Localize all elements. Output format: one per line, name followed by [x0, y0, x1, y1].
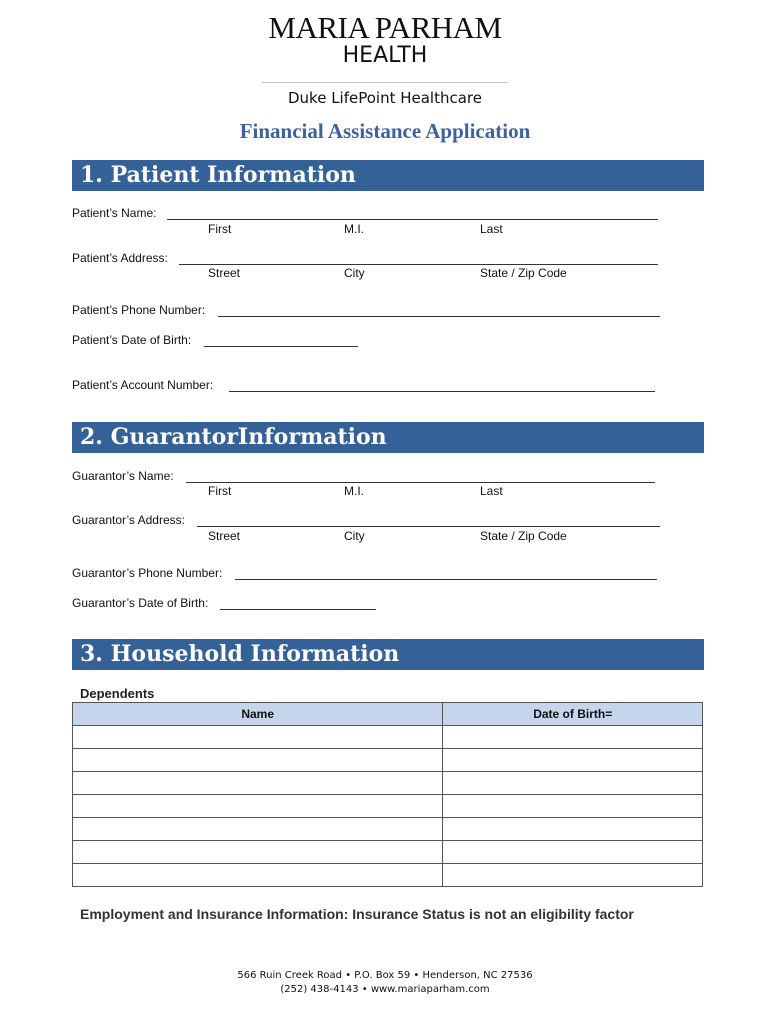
column-header-name: Name: [73, 703, 443, 726]
patient-name-mi-caption: M.I.: [344, 222, 364, 236]
logo-text-secondary: HEALTH: [342, 43, 428, 68]
section-header-household: 3. Household Information: [72, 639, 704, 670]
dependent-dob-cell[interactable]: [443, 795, 703, 818]
footer-address: 566 Ruin Creek Road • P.O. Box 59 • Henderson, NC 27536: [237, 970, 533, 981]
guarantor-name-label: Guarantor’s Name:: [72, 469, 174, 483]
patient-name-last-caption: Last: [480, 222, 503, 236]
dependent-dob-cell[interactable]: [443, 749, 703, 772]
document-title: Financial Assistance Application: [239, 119, 531, 143]
patient-name-field[interactable]: [167, 219, 658, 220]
guarantor-address-state-zip-caption: State / Zip Code: [480, 529, 567, 543]
dependent-dob-cell[interactable]: [443, 726, 703, 749]
guarantor-address-field[interactable]: [197, 526, 660, 527]
patient-account-label: Patient’s Account Number:: [72, 378, 214, 392]
guarantor-address-street-caption: Street: [208, 529, 241, 543]
table-row: [73, 772, 703, 795]
patient-address-label: Patient’s Address:: [72, 251, 168, 265]
guarantor-name-first-caption: First: [208, 484, 232, 498]
table-row: [73, 749, 703, 772]
dependent-dob-cell[interactable]: [443, 772, 703, 795]
patient-name-label: Patient’s Name:: [72, 206, 157, 220]
guarantor-phone-field[interactable]: [235, 579, 657, 580]
dependent-name-cell[interactable]: [73, 864, 443, 887]
dependent-name-cell[interactable]: [73, 818, 443, 841]
guarantor-dob-field[interactable]: [220, 609, 376, 610]
patient-phone-label: Patient’s Phone Number:: [72, 303, 206, 317]
logo-text-primary: MARIA PARHAM: [268, 10, 502, 45]
patient-address-street-caption: Street: [208, 266, 241, 280]
dependent-name-cell[interactable]: [73, 795, 443, 818]
dependents-label: Dependents: [80, 686, 155, 701]
patient-phone-field[interactable]: [218, 316, 660, 317]
table-row: [73, 841, 703, 864]
logo-affiliation: Duke LifePoint Healthcare: [287, 89, 482, 107]
guarantor-address-label: Guarantor’s Address:: [72, 513, 185, 527]
section-header-guarantor: 2. GuarantorInformation: [72, 422, 704, 453]
column-header-dob: Date of Birth=: [443, 703, 703, 726]
table-row: [73, 864, 703, 887]
patient-dob-field[interactable]: [204, 346, 358, 347]
section-header-patient: 1. Patient Information: [72, 160, 704, 191]
table-row: [73, 795, 703, 818]
table-row: [73, 726, 703, 749]
dependent-name-cell[interactable]: [73, 772, 443, 795]
organization-logo: [0, 12, 770, 68]
dependent-dob-cell[interactable]: [443, 864, 703, 887]
logo-divider: [262, 82, 508, 83]
guarantor-address-city-caption: City: [344, 529, 365, 543]
guarantor-name-last-caption: Last: [480, 484, 503, 498]
patient-dob-label: Patient’s Date of Birth:: [72, 333, 192, 347]
patient-address-state-zip-caption: State / Zip Code: [480, 266, 567, 280]
patient-address-city-caption: City: [344, 266, 365, 280]
table-row: [73, 818, 703, 841]
dependent-name-cell[interactable]: [73, 726, 443, 749]
guarantor-name-field[interactable]: [186, 482, 655, 483]
guarantor-dob-label: Guarantor’s Date of Birth:: [72, 596, 209, 610]
guarantor-phone-label: Guarantor’s Phone Number:: [72, 566, 223, 580]
patient-name-first-caption: First: [208, 222, 232, 236]
dependent-dob-cell[interactable]: [443, 841, 703, 864]
footer-contact: (252) 438-4143 • www.mariaparham.com: [280, 984, 490, 995]
employment-insurance-heading: Employment and Insurance Information: Insurance Status is not an eligibility factor: [80, 906, 634, 922]
dependent-name-cell[interactable]: [73, 749, 443, 772]
dependent-dob-cell[interactable]: [443, 818, 703, 841]
patient-account-field[interactable]: [229, 391, 655, 392]
patient-address-field[interactable]: [179, 264, 658, 265]
dependent-name-cell[interactable]: [73, 841, 443, 864]
dependents-table: [72, 702, 703, 887]
guarantor-name-mi-caption: M.I.: [344, 484, 364, 498]
